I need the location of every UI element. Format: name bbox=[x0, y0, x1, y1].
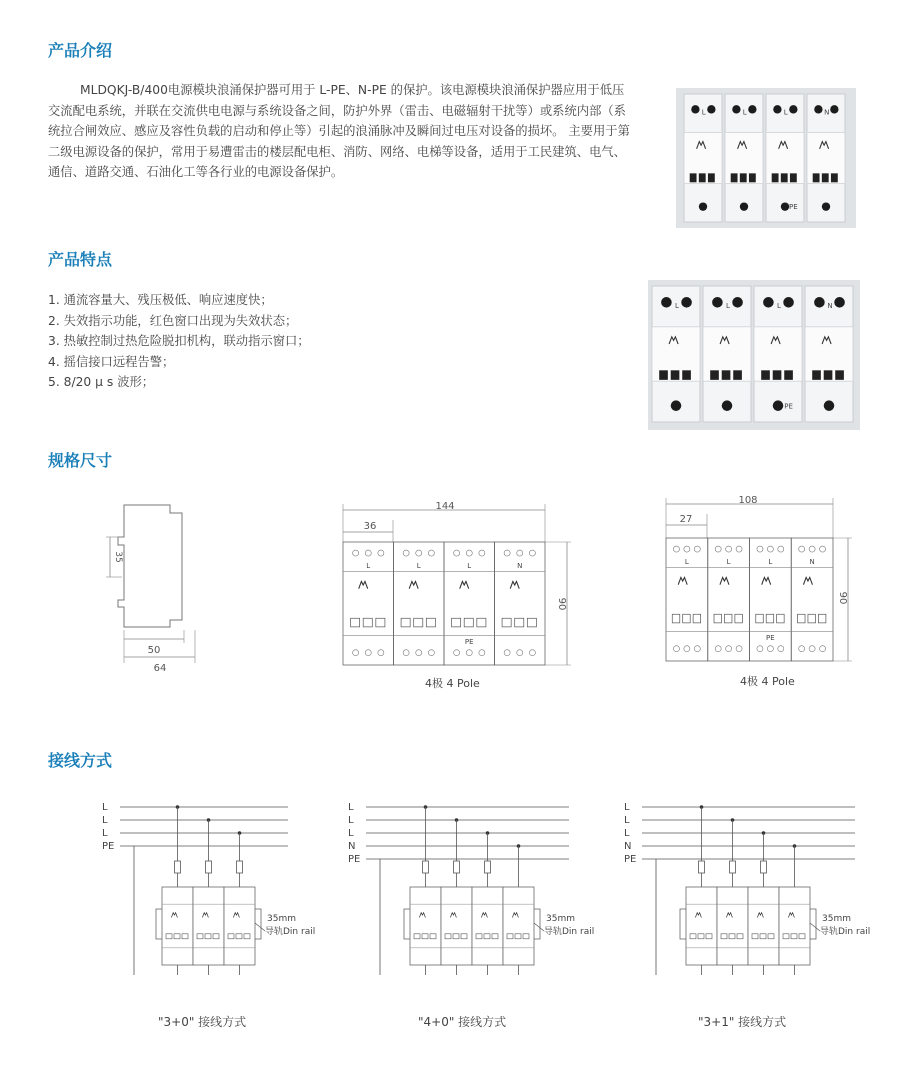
indicator-window bbox=[798, 614, 806, 623]
wiring-diagram-4-0 bbox=[344, 795, 614, 975]
terminal-icon bbox=[479, 550, 485, 556]
terminal-screw-icon bbox=[691, 105, 699, 113]
terminal-icon bbox=[820, 546, 826, 552]
terminal-icon bbox=[466, 650, 472, 656]
front-a-caption: 4极 4 Pole bbox=[425, 677, 480, 690]
wiring-diagram-3-1 bbox=[620, 795, 910, 975]
terminal-label: L bbox=[467, 561, 472, 570]
indicator-window bbox=[376, 618, 385, 627]
indicator-window bbox=[515, 618, 524, 627]
indicator-window bbox=[672, 614, 680, 623]
terminal-icon bbox=[684, 646, 690, 652]
terminal-icon bbox=[673, 546, 679, 552]
terminal-screw-icon bbox=[830, 105, 838, 113]
indicator-window bbox=[818, 614, 826, 623]
brand-logo-icon bbox=[720, 577, 729, 584]
indicator-window bbox=[824, 370, 833, 380]
line-label: L bbox=[102, 802, 108, 813]
terminal-label: L bbox=[768, 557, 773, 566]
indicator-window bbox=[502, 618, 511, 627]
terminal-icon bbox=[416, 550, 422, 556]
terminal-screw-icon bbox=[781, 202, 789, 210]
line-label: N bbox=[624, 841, 632, 852]
wiring-caption-3-1: "3+1" 接线方式 bbox=[698, 1015, 787, 1029]
brand-logo-icon bbox=[510, 581, 519, 588]
dim-total-label: 144 bbox=[435, 501, 455, 512]
wiring-caption-3-0: "3+0" 接线方式 bbox=[158, 1015, 247, 1029]
indicator-window bbox=[722, 370, 731, 380]
terminal-label: N bbox=[824, 108, 830, 117]
terminal-screw-icon bbox=[722, 400, 733, 411]
terminal-label: L bbox=[366, 561, 371, 570]
terminal-screw-icon bbox=[748, 105, 756, 113]
line-label: L bbox=[348, 802, 354, 813]
terminal-label: L bbox=[684, 557, 689, 566]
terminal-label: N bbox=[809, 557, 815, 566]
indicator-window bbox=[724, 614, 732, 623]
module-outline bbox=[394, 542, 445, 665]
indicator-window bbox=[682, 370, 691, 380]
terminal-icon bbox=[403, 550, 409, 556]
terminal-icon bbox=[529, 550, 535, 556]
indicator-window bbox=[690, 173, 697, 182]
product-photo-2 bbox=[648, 280, 860, 430]
module-outline bbox=[410, 887, 441, 965]
fuse-icon bbox=[423, 861, 429, 873]
indicator-window bbox=[363, 618, 372, 627]
terminal-icon bbox=[479, 650, 485, 656]
dim-unit-label: 27 bbox=[679, 514, 693, 525]
indicator-window bbox=[426, 618, 435, 627]
terminal-label: L bbox=[777, 301, 781, 310]
terminal-icon bbox=[517, 650, 523, 656]
indicator-window bbox=[740, 173, 747, 182]
terminal-icon bbox=[809, 646, 815, 652]
terminal-icon bbox=[694, 546, 700, 552]
terminal-icon bbox=[715, 546, 721, 552]
fuse-icon bbox=[699, 861, 705, 873]
rail-size-label: 35mm bbox=[822, 914, 851, 924]
terminal-icon bbox=[726, 546, 732, 552]
terminal-icon bbox=[799, 646, 805, 652]
indicator-window bbox=[452, 618, 461, 627]
terminal-screw-icon bbox=[671, 400, 682, 411]
intro-text: MLDQKJ-B/400电源模块浪涌保护器可用于 L-PE、N-PE 的保护。该电源模块浪涌保护器应用于低压交流配电系统，并联在交流供电电源与系统设备之间，防护外界（雷击、电磁辐射干扰等）或系统内部（系统拉合闸效应、感应及容性负载的启动和停止等）引起的浪涌脉冲及瞬间过电压对设备的损坏。 主要用于第二级电源设备的保护，常用于易遭雷击的楼层配电柜、消防、网络、电梯等设备，适用于工民建筑、电气、通信、道路交通、石油化工等各行业的电源设备保护。 bbox=[48, 83, 630, 179]
indicator-window bbox=[749, 173, 756, 182]
terminal-icon bbox=[673, 646, 679, 652]
indicator-window bbox=[477, 618, 486, 627]
rail-text-label: 导轨Din rail bbox=[265, 927, 316, 937]
terminal-icon bbox=[454, 550, 460, 556]
feature-item: 1. 通流容量大、残压极低、响应速度快； bbox=[48, 293, 273, 307]
pe-label: PE bbox=[789, 203, 798, 212]
terminal-icon bbox=[726, 646, 732, 652]
module-outline bbox=[193, 887, 224, 965]
indicator-window bbox=[414, 618, 423, 627]
section-title-intro: 产品介绍 bbox=[48, 41, 113, 60]
feature-list bbox=[48, 290, 310, 393]
terminal-icon bbox=[378, 650, 384, 656]
module-outline bbox=[343, 542, 394, 665]
terminal-screw-icon bbox=[824, 400, 835, 411]
terminal-screw-icon bbox=[740, 202, 748, 210]
fuse-icon bbox=[485, 861, 491, 873]
line-label: L bbox=[348, 815, 354, 826]
indicator-window bbox=[683, 614, 691, 623]
terminal-screw-icon bbox=[814, 105, 822, 113]
indicator-window bbox=[756, 614, 764, 623]
line-label: L bbox=[102, 828, 108, 839]
terminal-screw-icon bbox=[834, 297, 845, 308]
terminal-label: N bbox=[827, 301, 833, 310]
terminal-screw-icon bbox=[681, 297, 692, 308]
brand-logo-icon bbox=[678, 577, 687, 584]
indicator-window bbox=[351, 618, 360, 627]
front-view-drawing-a bbox=[335, 500, 580, 675]
terminal-screw-icon bbox=[783, 297, 794, 308]
terminal-screw-icon bbox=[773, 105, 781, 113]
indicator-window bbox=[766, 614, 774, 623]
dim-height-label: 90 bbox=[556, 597, 567, 611]
brand-logo-icon bbox=[409, 581, 418, 588]
fuse-icon bbox=[454, 861, 460, 873]
product-photo-1 bbox=[676, 88, 856, 228]
side-view-drawing bbox=[100, 495, 220, 680]
front-b-caption: 4极 4 Pole bbox=[740, 675, 795, 688]
module-outline bbox=[686, 887, 717, 965]
terminal-icon bbox=[799, 546, 805, 552]
terminal-screw-icon bbox=[699, 202, 707, 210]
indicator-window bbox=[822, 173, 829, 182]
indicator-window bbox=[527, 618, 536, 627]
module-outline bbox=[791, 538, 833, 661]
indicator-window bbox=[777, 614, 785, 623]
pe-label: PE bbox=[464, 638, 474, 647]
pe-label: PE bbox=[784, 402, 793, 411]
terminal-icon bbox=[778, 646, 784, 652]
module-outline bbox=[503, 887, 534, 965]
indicator-window bbox=[714, 614, 722, 623]
indicator-window bbox=[761, 370, 770, 380]
terminal-screw-icon bbox=[763, 297, 774, 308]
rail-size-label: 35mm bbox=[267, 914, 296, 924]
indicator-window bbox=[773, 370, 782, 380]
indicator-window bbox=[808, 614, 816, 623]
section-title-wiring: 接线方式 bbox=[48, 751, 113, 770]
brand-logo-icon bbox=[803, 577, 812, 584]
line-label: L bbox=[624, 815, 630, 826]
feature-item: 3. 热敏控制过热危险脱扣机构，联动指示窗口； bbox=[48, 334, 310, 348]
feature-item: 2. 失效指示功能，红色窗口出现为失效状态； bbox=[48, 313, 298, 328]
indicator-window bbox=[733, 370, 742, 380]
terminal-icon bbox=[757, 546, 763, 552]
dim-height-label: 90 bbox=[837, 591, 848, 605]
indicator-window bbox=[731, 173, 738, 182]
rail-leader bbox=[534, 923, 544, 931]
module-outline bbox=[444, 542, 495, 665]
terminal-icon bbox=[365, 550, 371, 556]
terminal-icon bbox=[694, 646, 700, 652]
terminal-icon bbox=[454, 650, 460, 656]
terminal-icon bbox=[504, 550, 510, 556]
line-label: L bbox=[624, 802, 630, 813]
fuse-icon bbox=[237, 861, 243, 873]
dim-unit-label: 36 bbox=[363, 521, 377, 532]
indicator-window bbox=[790, 173, 797, 182]
terminal-icon bbox=[353, 550, 359, 556]
dim-50-label: 50 bbox=[147, 645, 161, 656]
indicator-window bbox=[813, 173, 820, 182]
pe-label: PE bbox=[766, 634, 775, 643]
terminal-icon bbox=[365, 650, 371, 656]
rail-leader bbox=[810, 923, 820, 931]
terminal-icon bbox=[416, 650, 422, 656]
line-label: PE bbox=[624, 854, 637, 865]
rail-text-label: 导轨Din rail bbox=[544, 927, 595, 937]
line-label: L bbox=[102, 815, 108, 826]
terminal-screw-icon bbox=[773, 400, 784, 411]
indicator-window bbox=[693, 614, 701, 623]
terminal-label: L bbox=[783, 108, 788, 117]
terminal-label: L bbox=[416, 561, 421, 570]
terminal-icon bbox=[736, 646, 742, 652]
module-outline bbox=[750, 538, 792, 661]
terminal-label: L bbox=[726, 557, 731, 566]
terminal-icon bbox=[767, 646, 773, 652]
feature-item: 4. 摇信接口远程告警； bbox=[48, 354, 175, 369]
fuse-icon bbox=[175, 861, 181, 873]
rail-text-label: 导轨Din rail bbox=[820, 927, 871, 937]
line-label: L bbox=[348, 828, 354, 839]
fuse-icon bbox=[206, 861, 212, 873]
section-title-dimensions: 规格尺寸 bbox=[48, 451, 113, 470]
dim-total-label: 108 bbox=[738, 495, 758, 506]
terminal-icon bbox=[504, 650, 510, 656]
terminal-screw-icon bbox=[732, 297, 743, 308]
module-outline bbox=[162, 887, 193, 965]
terminal-icon bbox=[757, 646, 763, 652]
terminal-icon bbox=[466, 550, 472, 556]
module-outline bbox=[441, 887, 472, 965]
terminal-icon bbox=[778, 546, 784, 552]
indicator-window bbox=[835, 370, 844, 380]
indicator-window bbox=[812, 370, 821, 380]
fuse-icon bbox=[730, 861, 736, 873]
indicator-window bbox=[735, 614, 743, 623]
brand-logo-icon bbox=[460, 581, 469, 588]
indicator-window bbox=[831, 173, 838, 182]
indicator-window bbox=[659, 370, 668, 380]
module-outline bbox=[779, 887, 810, 965]
terminal-icon bbox=[684, 546, 690, 552]
terminal-screw-icon bbox=[707, 105, 715, 113]
indicator-window bbox=[699, 173, 706, 182]
dim-64-label: 64 bbox=[153, 663, 167, 674]
indicator-window bbox=[708, 173, 715, 182]
module-outline bbox=[495, 542, 546, 665]
dim-35-label: 35 bbox=[113, 551, 123, 563]
terminal-label: N bbox=[517, 561, 523, 570]
indicator-window bbox=[710, 370, 719, 380]
terminal-screw-icon bbox=[712, 297, 723, 308]
module-outline bbox=[472, 887, 503, 965]
terminal-icon bbox=[736, 546, 742, 552]
terminal-icon bbox=[820, 646, 826, 652]
feature-item: 5. 8/20 μ s 波形； bbox=[48, 375, 155, 389]
terminal-label: L bbox=[726, 301, 730, 310]
terminal-icon bbox=[529, 650, 535, 656]
line-label: PE bbox=[102, 841, 115, 852]
module-outline bbox=[717, 887, 748, 965]
brand-logo-icon bbox=[762, 577, 771, 584]
rail-size-label: 35mm bbox=[546, 914, 575, 924]
terminal-screw-icon bbox=[822, 202, 830, 210]
terminal-screw-icon bbox=[661, 297, 672, 308]
module-outline bbox=[748, 887, 779, 965]
terminal-icon bbox=[428, 550, 434, 556]
brand-logo-icon bbox=[359, 581, 368, 588]
terminal-screw-icon bbox=[732, 105, 740, 113]
section-title-features: 产品特点 bbox=[48, 250, 113, 269]
module-outline bbox=[224, 887, 255, 965]
wiring-diagram-3-0 bbox=[98, 795, 338, 975]
terminal-icon bbox=[767, 546, 773, 552]
indicator-window bbox=[784, 370, 793, 380]
terminal-icon bbox=[403, 650, 409, 656]
terminal-screw-icon bbox=[814, 297, 825, 308]
indicator-window bbox=[671, 370, 680, 380]
wiring-caption-4-0: "4+0" 接线方式 bbox=[418, 1015, 507, 1029]
rail-leader bbox=[255, 923, 265, 931]
line-label: PE bbox=[348, 854, 361, 865]
terminal-label: L bbox=[742, 108, 747, 117]
module-outline bbox=[666, 538, 708, 661]
terminal-icon bbox=[715, 646, 721, 652]
terminal-icon bbox=[378, 550, 384, 556]
terminal-icon bbox=[353, 650, 359, 656]
terminal-screw-icon bbox=[789, 105, 797, 113]
line-label: L bbox=[624, 828, 630, 839]
terminal-label: L bbox=[675, 301, 679, 310]
fuse-icon bbox=[761, 861, 767, 873]
terminal-icon bbox=[517, 550, 523, 556]
indicator-window bbox=[464, 618, 473, 627]
line-label: N bbox=[348, 841, 356, 852]
module-outline bbox=[708, 538, 750, 661]
indicator-window bbox=[781, 173, 788, 182]
front-view-drawing-b bbox=[658, 494, 858, 669]
terminal-icon bbox=[428, 650, 434, 656]
terminal-icon bbox=[809, 546, 815, 552]
terminal-label: L bbox=[701, 108, 706, 117]
intro-paragraph bbox=[48, 80, 633, 183]
indicator-window bbox=[772, 173, 779, 182]
indicator-window bbox=[401, 618, 410, 627]
